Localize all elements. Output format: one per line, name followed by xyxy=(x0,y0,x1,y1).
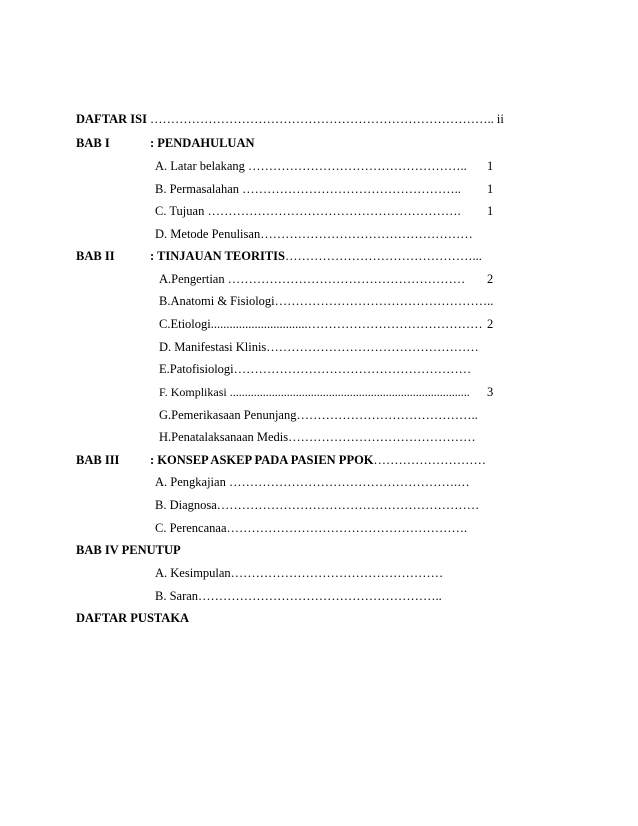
toc-entry: B. Diagnosa……………………………………………………… xyxy=(155,498,480,512)
toc-entry: G.Pemerikasaan Penunjang…………………………………….. xyxy=(159,408,478,422)
toc-entry: B. Permasalahan …………………………………………….. xyxy=(155,182,461,196)
toc-entry: D. Metode Penulisan…………………………………………… xyxy=(155,227,473,241)
toc-entry: D. Manifestasi Klinis…………………………………………… xyxy=(159,340,479,354)
toc-entry: B. Saran………………………………………………….. xyxy=(155,589,442,603)
toc-page-number: 1 xyxy=(487,159,494,173)
toc-entry: A. Kesimpulan…………………………………………… xyxy=(155,566,444,580)
toc-page-number: 2 xyxy=(487,272,494,286)
bab2-label: BAB II xyxy=(76,249,115,263)
bab4-label: BAB IV PENUTUP xyxy=(76,543,181,557)
toc-entry: C. Tujuan ……………………………………………………. xyxy=(155,204,461,218)
toc-title-leader: ……………………………………………………………………….. ii xyxy=(150,112,504,126)
toc-entry: A. Pengkajian ……………………………………………….… xyxy=(155,475,470,489)
toc-entry: E.Patofisiologi………………………………………………… xyxy=(159,362,472,376)
bab1-heading: : PENDAHULUAN xyxy=(150,136,255,150)
toc-entry: C.Etiologi...............................…………………………………… xyxy=(159,317,483,331)
toc-entry: H.Penatalaksanaan Medis……………………………………… xyxy=(159,430,476,444)
toc-entry: F. Komplikasi ................................................................................ xyxy=(159,385,470,399)
toc-entry: B.Anatomi & Fisiologi…………………………………………….. xyxy=(159,294,494,308)
toc-page-number: 1 xyxy=(487,182,494,196)
bab3-heading: : KONSEP ASKEP PADA PASIEN PPOK xyxy=(150,453,374,467)
toc-page-number: 3 xyxy=(487,385,494,399)
bab3-heading-row xyxy=(150,452,486,468)
bab2-heading: : TINJAUAN TEORITIS xyxy=(150,249,285,263)
toc-entry: A.Pengertian ………………………………………………… xyxy=(159,272,466,286)
bab2-heading-leader: ………………………………………... xyxy=(285,249,482,263)
toc-entry: A. Latar belakang …………………………………………….. xyxy=(155,159,467,173)
bab3-heading-leader: ……………………… xyxy=(373,453,487,467)
toc-entry: C. Perencanaa…………………………………………………. xyxy=(155,521,468,535)
toc-page-number: 1 xyxy=(487,204,494,218)
bab3-label: BAB III xyxy=(76,453,120,467)
bab2-heading-row xyxy=(150,248,482,264)
bab1-label: BAB I xyxy=(76,136,110,150)
toc-title: DAFTAR ISI xyxy=(76,112,147,126)
daftar-pustaka: DAFTAR PUSTAKA xyxy=(76,611,190,625)
toc-page-number: 2 xyxy=(487,317,494,331)
